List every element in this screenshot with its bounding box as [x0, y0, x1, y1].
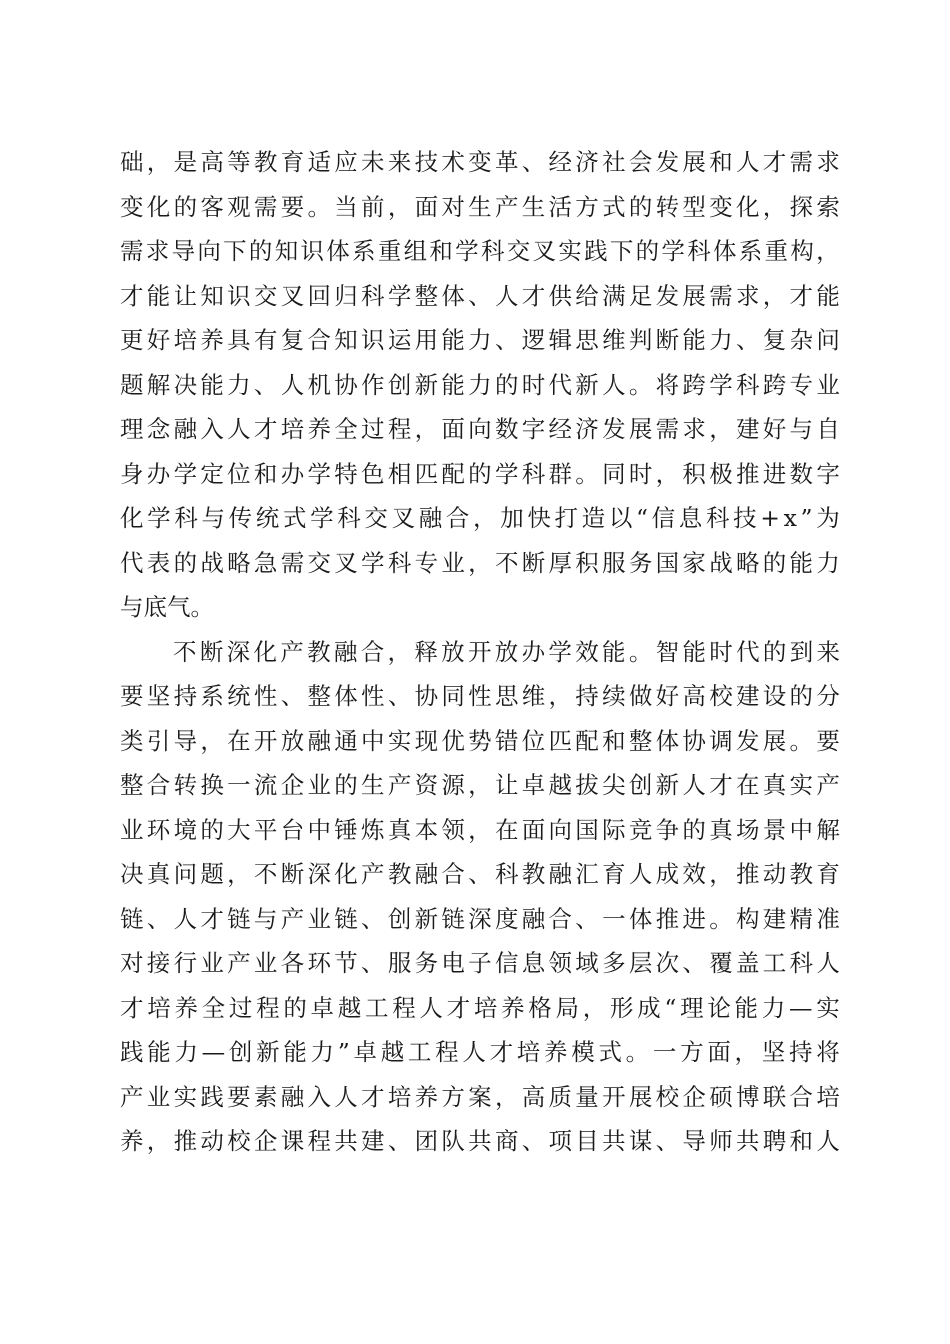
text-line: 代 表 的 战 略 急 需 交 叉 学 科 专 业 ， 不 断 厚 积 服 务 国 家 战 略 的 能 力: [120, 548, 840, 577]
text-line: 题 解 决 能 力 、 人 机 协 作 创 新 能 力 的 时 代 新 人 。 将 跨 学 科 跨 专 业: [120, 370, 840, 399]
text-line: 对 接 行 业 产 业 各 环 节 、 服 务 电 子 信 息 领 域 多 层 次 、 覆 盖 工 科 人: [120, 949, 840, 977]
text-line: 更 好 培 养 具 有 复 合 知 识 运 用 能 力 、 逻 辑 思 维 判 断 能 力 、 复 杂 问: [120, 326, 840, 354]
text-line: 才 培 养 全 过 程 的 卓 越 工 程 人 才 培 养 格 局 ， 形 成 “ 理 论 能 力 — 实: [120, 993, 840, 1022]
text-line: 养 ， 推 动 校 企 课 程 共 建 、 团 队 共 商 、 项 目 共 谋 、 导 师 共 聘 和 人: [120, 1127, 840, 1155]
text-line: 理 念 融 入 人 才 培 养 全 过 程 ， 面 向 数 字 经 济 发 展 需 求 ， 建 好 与 自: [120, 415, 840, 443]
text-line: 础 ， 是 高 等 教 育 适 应 未 来 技 术 变 革 、 经 济 社 会 发 展 和 人 才 需 求: [120, 148, 840, 176]
text-line: 要 坚 持 系 统 性 、 整 体 性 、 协 同 性 思 维 ， 持 续 做 好 高 校 建 设 的 分: [120, 682, 840, 710]
text-line: 产 业 实 践 要 素 融 入 人 才 培 养 方 案 ， 高 质 量 开 展 校 企 硕 博 联 合 培: [120, 1082, 840, 1111]
text-line: 类 引 导 ， 在 开 放 融 通 中 实 现 优 势 错 位 匹 配 和 整 体 协 调 发 展 。 要: [120, 726, 840, 755]
text-line: 变 化 的 客 观 需 要 。 当 前 ， 面 对 生 产 生 活 方 式 的 转 型 变 化 ， 探 索: [120, 192, 840, 221]
text-line: 链 、 人 才 链 与 产 业 链 、 创 新 链 深 度 融 合 、 一 体 推 进 。 构 建 精 准: [120, 904, 840, 933]
text-line: 身 办 学 定 位 和 办 学 特 色 相 匹 配 的 学 科 群 。 同 时 ， 积 极 推 进 数 字: [120, 459, 840, 488]
body-text: [120, 140, 840, 1164]
text-line: 业 环 境 的 大 平 台 中 锤 炼 真 本 领 ， 在 面 向 国 际 竞 争 的 真 场 景 中 解: [120, 815, 840, 844]
text-line: 需 求 导 向 下 的 知 识 体 系 重 组 和 学 科 交 叉 实 践 下 的 学 科 体 系 重 构 ，: [120, 237, 840, 265]
text-line: 决 真 问 题 ， 不 断 深 化 产 教 融 合 、 科 教 融 汇 育 人 成 效 ， 推 动 教 育: [120, 860, 840, 888]
text-line-paragraph-start: 不 断 深 化 产 教 融 合 ， 释 放 开 放 办 学 效 能 。 智 能 时 代 的 到 来: [173, 637, 840, 666]
text-line: 才 能 让 知 识 交 叉 回 归 科 学 整 体 、 人 才 供 给 满 足 发 展 需 求 ， 才 能: [120, 281, 840, 310]
text-line: 整 合 转 换 一 流 企 业 的 生 产 资 源 ， 让 卓 越 拔 尖 创 新 人 才 在 真 实 产: [120, 771, 840, 799]
text-line: 化 学 科 与 传 统 式 学 科 交 叉 融 合 ， 加 快 打 造 以 “ 信 息 科 技 + x ” 为: [120, 504, 840, 532]
text-line: 践 能 力 — 创 新 能 力 ” 卓 越 工 程 人 才 培 养 模 式 。 一 方 面 ， 坚 持 将: [120, 1038, 840, 1066]
text-line-paragraph-end: 与底气。: [120, 593, 214, 621]
